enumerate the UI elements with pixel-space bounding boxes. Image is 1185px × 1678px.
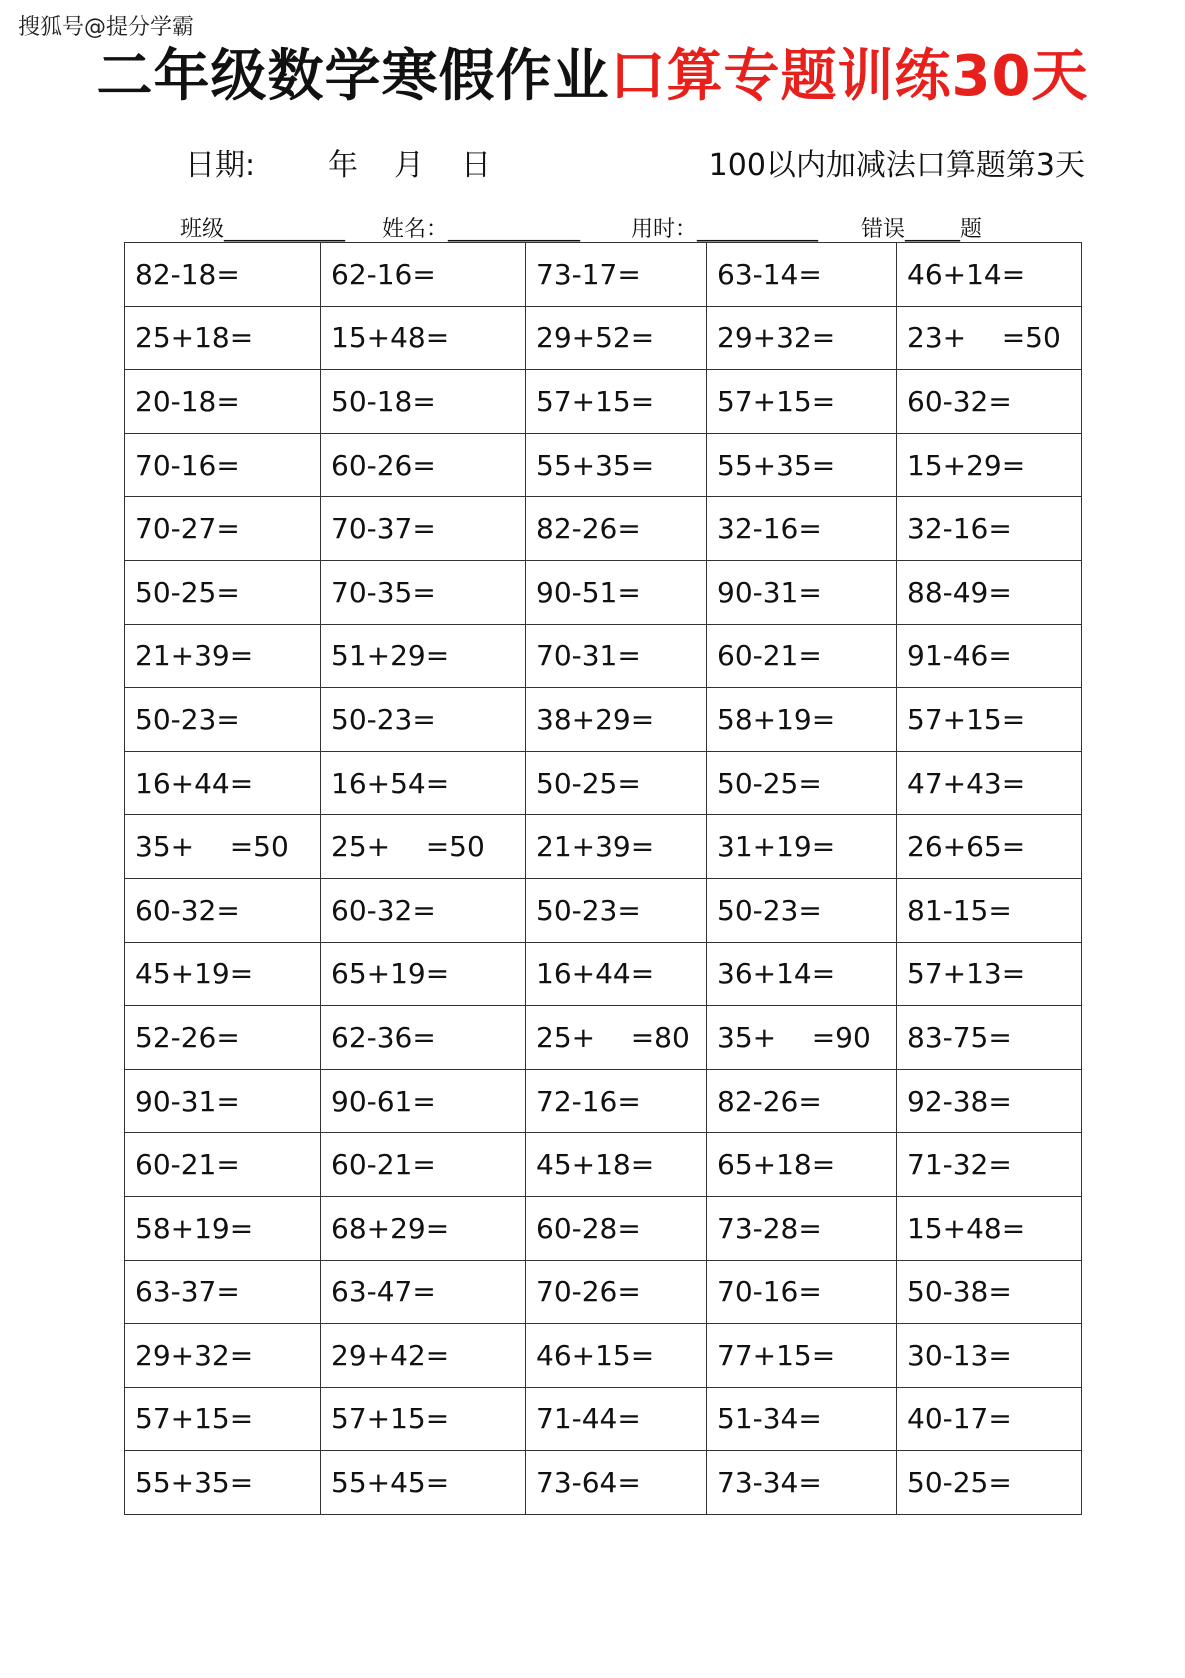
problem-cell: 30-13= [897, 1324, 1082, 1388]
problem-cell: 55+45= [321, 1451, 526, 1515]
problem-cell: 40-17= [897, 1387, 1082, 1451]
problem-cell: 90-31= [707, 560, 897, 624]
time-field[interactable]: 用时：___________ [631, 217, 819, 242]
table-row [125, 624, 1082, 688]
table-row [125, 815, 1082, 879]
problem-cell: 60-32= [321, 878, 526, 942]
table-row [125, 306, 1082, 370]
problem-cell: 91-46= [897, 624, 1082, 688]
table-row [125, 497, 1082, 561]
table-row [125, 1324, 1082, 1388]
problem-cell: 20-18= [125, 370, 321, 434]
problem-cell: 65+18= [707, 1133, 897, 1197]
problem-cell: 58+19= [125, 1196, 321, 1260]
problem-cell: 29+32= [707, 306, 897, 370]
problem-cell: 82-18= [125, 243, 321, 307]
problem-cell: 31+19= [707, 815, 897, 879]
problem-cell: 25+18= [125, 306, 321, 370]
problem-cell: 50-23= [526, 878, 707, 942]
problem-cell: 70-37= [321, 497, 526, 561]
problem-cell: 35+ =50 [125, 815, 321, 879]
problem-cell: 70-16= [125, 433, 321, 497]
date-month-label: 月 [394, 148, 424, 183]
problem-cell: 60-21= [321, 1133, 526, 1197]
problem-cell: 63-14= [707, 243, 897, 307]
problem-cell: 25+ =80 [526, 1006, 707, 1070]
date-year-label: 年 [328, 148, 358, 183]
problem-cell: 82-26= [526, 497, 707, 561]
problem-cell: 82-26= [707, 1069, 897, 1133]
problem-cell: 36+14= [707, 942, 897, 1006]
problem-cell: 23+ =50 [897, 306, 1082, 370]
name-field[interactable]: 姓名：____________ [382, 217, 581, 242]
table-row [125, 1196, 1082, 1260]
problem-cell: 16+44= [526, 942, 707, 1006]
problem-cell: 70-31= [526, 624, 707, 688]
problem-cell: 57+15= [897, 688, 1082, 752]
problem-cell: 15+48= [321, 306, 526, 370]
table-row [125, 370, 1082, 434]
problem-cell: 50-23= [321, 688, 526, 752]
problem-cell: 47+43= [897, 751, 1082, 815]
table-row [125, 243, 1082, 307]
problem-cell: 50-25= [526, 751, 707, 815]
problem-cell: 62-16= [321, 243, 526, 307]
table-row [125, 751, 1082, 815]
problem-cell: 71-44= [526, 1387, 707, 1451]
table-row [125, 433, 1082, 497]
problem-cell: 72-16= [526, 1069, 707, 1133]
problem-cell: 71-32= [897, 1133, 1082, 1197]
problem-cell: 50-25= [125, 560, 321, 624]
table-row [125, 1069, 1082, 1133]
problem-cell: 62-36= [321, 1006, 526, 1070]
problem-cell: 83-75= [897, 1006, 1082, 1070]
problem-cell: 16+54= [321, 751, 526, 815]
problem-cell: 81-15= [897, 878, 1082, 942]
watermark: 搜狐号@提分学霸 [18, 15, 195, 40]
problem-cell: 50-23= [707, 878, 897, 942]
problem-cell: 29+52= [526, 306, 707, 370]
table-row [125, 1006, 1082, 1070]
problem-cell: 52-26= [125, 1006, 321, 1070]
errors-field[interactable]: 错误_____题 [861, 217, 983, 242]
problem-cell: 35+ =90 [707, 1006, 897, 1070]
problem-cell: 68+29= [321, 1196, 526, 1260]
problem-cell: 16+44= [125, 751, 321, 815]
problem-cell: 92-38= [897, 1069, 1082, 1133]
problem-cell: 38+29= [526, 688, 707, 752]
problem-cell: 50-38= [897, 1260, 1082, 1324]
problem-cell: 29+42= [321, 1324, 526, 1388]
problem-table-wrap [124, 242, 1081, 1515]
problem-cell: 70-16= [707, 1260, 897, 1324]
problem-cell: 70-35= [321, 560, 526, 624]
problem-cell: 32-16= [897, 497, 1082, 561]
date-day-label: 日 [461, 148, 491, 183]
problem-table [124, 242, 1082, 1515]
problem-cell: 73-64= [526, 1451, 707, 1515]
problem-cell: 55+35= [707, 433, 897, 497]
problem-cell: 50-18= [321, 370, 526, 434]
worksheet-subtitle: 100以内加减法口算题第3天 [708, 148, 1085, 183]
problem-cell: 57+13= [897, 942, 1082, 1006]
problem-cell: 21+39= [526, 815, 707, 879]
problem-cell: 46+14= [897, 243, 1082, 307]
problem-cell: 57+15= [526, 370, 707, 434]
title-highlight: 口算专题训练30天 [609, 44, 1089, 109]
table-row [125, 1260, 1082, 1324]
problem-cell: 50-23= [125, 688, 321, 752]
problem-cell: 60-21= [125, 1133, 321, 1197]
problem-cell: 70-26= [526, 1260, 707, 1324]
problem-cell: 15+48= [897, 1196, 1082, 1260]
table-row [125, 1451, 1082, 1515]
problem-cell: 73-17= [526, 243, 707, 307]
problem-cell: 90-61= [321, 1069, 526, 1133]
problem-cell: 58+19= [707, 688, 897, 752]
problem-cell: 50-25= [897, 1451, 1082, 1515]
problem-cell: 73-28= [707, 1196, 897, 1260]
problem-cell: 57+15= [321, 1387, 526, 1451]
page-title [0, 32, 1185, 112]
problem-cell: 51-34= [707, 1387, 897, 1451]
problem-cell: 26+65= [897, 815, 1082, 879]
problem-cell: 50-25= [707, 751, 897, 815]
date-label: 日期: [185, 148, 256, 183]
problem-cell: 73-34= [707, 1451, 897, 1515]
problem-cell: 60-32= [897, 370, 1082, 434]
problem-cell: 45+19= [125, 942, 321, 1006]
problem-cell: 51+29= [321, 624, 526, 688]
problem-cell: 25+ =50 [321, 815, 526, 879]
problem-cell: 32-16= [707, 497, 897, 561]
table-row [125, 942, 1082, 1006]
problem-cell: 63-47= [321, 1260, 526, 1324]
problem-cell: 29+32= [125, 1324, 321, 1388]
problem-cell: 55+35= [526, 433, 707, 497]
table-row [125, 1387, 1082, 1451]
problem-cell: 57+15= [707, 370, 897, 434]
problem-cell: 60-26= [321, 433, 526, 497]
table-row [125, 560, 1082, 624]
problem-cell: 60-32= [125, 878, 321, 942]
table-row [125, 1133, 1082, 1197]
problem-cell: 21+39= [125, 624, 321, 688]
problem-cell: 60-21= [707, 624, 897, 688]
problem-cell: 46+15= [526, 1324, 707, 1388]
problem-cell: 63-37= [125, 1260, 321, 1324]
table-row [125, 688, 1082, 752]
problem-cell: 55+35= [125, 1451, 321, 1515]
problem-cell: 90-31= [125, 1069, 321, 1133]
problem-cell: 88-49= [897, 560, 1082, 624]
problem-cell: 90-51= [526, 560, 707, 624]
problem-cell: 65+19= [321, 942, 526, 1006]
problem-cell: 70-27= [125, 497, 321, 561]
problem-cell: 57+15= [125, 1387, 321, 1451]
problem-cell: 60-28= [526, 1196, 707, 1260]
problem-cell: 77+15= [707, 1324, 897, 1388]
table-row [125, 878, 1082, 942]
title-main: 二年级数学寒假作业 [96, 44, 610, 109]
problem-cell: 15+29= [897, 433, 1082, 497]
class-field[interactable]: 班级___________ [180, 217, 346, 242]
problem-cell: 45+18= [526, 1133, 707, 1197]
